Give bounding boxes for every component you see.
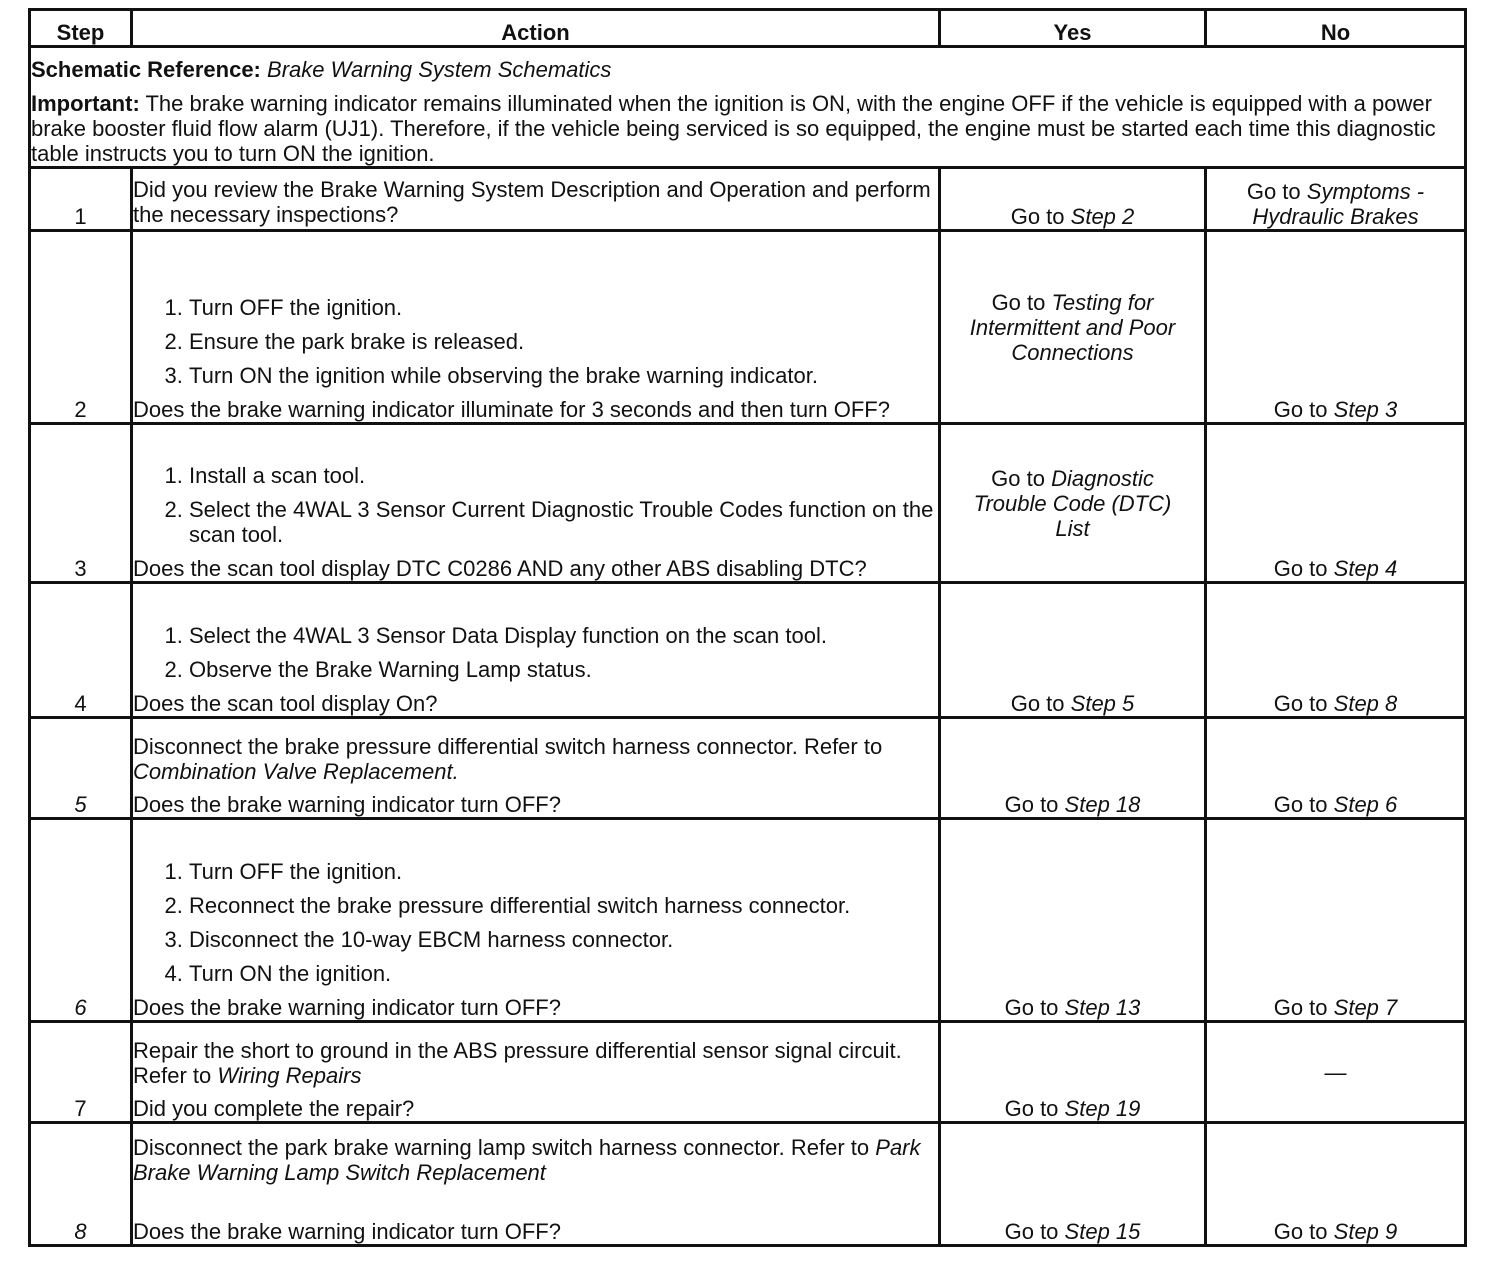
action-step: 1. Select the 4WAL 3 Sensor Data Display function on the scan tool. [189,623,838,648]
table-row [30,1123,1466,1246]
diagnostic-table [28,8,1467,1247]
header-step: Step [30,10,132,47]
yes-prefix: Go to [1004,995,1059,1020]
action-step: 1. Install a scan tool. [189,463,938,488]
question: Does the brake warning indicator turn OFF? [133,995,561,1020]
yes-prefix: Go to [991,465,1045,491]
table-row [30,168,1466,231]
action-cell [132,819,940,1022]
action-instruction: Disconnect the brake pressure differential switch harness connector. Refer to [133,734,883,759]
schematic-reference [31,57,1464,82]
action-text [133,1135,938,1185]
yes-cell[interactable] [940,424,1206,583]
yes-prefix: Go to [1004,792,1059,817]
table-row [30,718,1466,819]
step-number: 8 [30,1123,132,1246]
action-cell [132,718,940,819]
yes-prefix: Go to [1010,204,1065,229]
step-number: 3 [30,424,132,583]
no-link[interactable]: Step 7 [1333,995,1398,1020]
header-action: Action [132,10,940,47]
no-prefix: Go to [1273,1219,1328,1244]
no-link[interactable]: Step 9 [1333,1219,1398,1244]
question: Does the scan tool display On? [133,691,438,716]
intro-row [30,47,1466,168]
no-cell[interactable] [1206,718,1466,819]
important-label: Important: [31,91,140,116]
no-link[interactable]: Symptoms - Hydraulic Brakes [1252,179,1425,229]
header-yes: Yes [940,10,1206,47]
schematic-link[interactable]: Brake Warning System Schematics [267,57,612,82]
question: Does the brake warning indicator turn OFF? [133,792,561,817]
no-link[interactable]: Step 6 [1333,792,1398,817]
action-steps [133,623,938,682]
action-text [133,734,938,784]
no-cell[interactable] [1206,819,1466,1022]
yes-prefix: Go to [991,289,1046,315]
no-cell[interactable] [1206,168,1466,231]
yes-cell[interactable] [940,819,1206,1022]
no-prefix: Go to [1273,691,1328,716]
yes-cell[interactable] [940,1123,1206,1246]
yes-cell[interactable] [940,718,1206,819]
no-link[interactable]: Step 3 [1333,397,1398,422]
no-cell[interactable] [1206,231,1466,424]
yes-cell[interactable] [940,583,1206,718]
yes-link[interactable]: Step 5 [1070,691,1135,716]
action-text [133,1038,938,1088]
table-row [30,424,1466,583]
action-steps [133,859,938,986]
yes-link[interactable]: Testing for Intermittent and Poor Connections [969,289,1176,365]
no-link[interactable]: Step 4 [1333,556,1398,581]
table-row [30,1022,1466,1123]
step-number: 2 [30,231,132,424]
yes-prefix: Go to [1010,691,1065,716]
question: Does the brake warning indicator illuminate for 3 seconds and then turn OFF? [133,397,890,422]
action-step: 3. Turn ON the ignition while observing the brake warning indicator. [189,363,938,388]
yes-link[interactable]: Diagnostic Trouble Code (DTC) List [973,465,1172,541]
yes-prefix: Go to [1004,1096,1059,1121]
yes-cell[interactable] [940,168,1206,231]
action-cell [132,1022,940,1123]
no-prefix: Go to [1273,792,1328,817]
step-number: 1 [30,168,132,231]
yes-cell[interactable] [940,231,1206,424]
action-step: 2. Select the 4WAL 3 Sensor Current Diagnostic Trouble Codes function on the scan tool. [189,497,938,547]
no-cell[interactable] [1206,583,1466,718]
action-step: 1. Turn OFF the ignition. [189,295,938,320]
question: Did you review the Brake Warning System Description and Operation and perform the necessary inspections? [133,177,931,227]
table-row [30,231,1466,424]
schematic-label: Schematic Reference: [31,57,261,82]
action-step: 2. Reconnect the brake pressure differential switch harness connector. [189,893,858,918]
question: Does the scan tool display DTC C0286 AND any other ABS disabling DTC? [133,556,867,581]
step-number: 6 [30,819,132,1022]
action-instruction: Repair the short to ground in the ABS pressure differential sensor signal circuit. Refer to [133,1038,902,1088]
no-prefix: Go to [1273,995,1328,1020]
yes-link[interactable]: Step 2 [1070,204,1135,229]
action-step: 4. Turn ON the ignition. [189,961,858,986]
action-step: 3. Disconnect the 10-way EBCM harness connector. [189,927,858,952]
no-cell[interactable] [1206,1123,1466,1246]
reference-link[interactable]: Combination Valve Replacement. [133,759,459,784]
intro-cell [30,47,1466,168]
action-cell [132,1123,940,1246]
header-no: No [1206,10,1466,47]
important-text: The brake warning indicator remains illuminated when the ignition is ON, with the engine OFF if the vehicle is equipped with a power brake booster fluid flow alarm (UJ1). Therefore, if the vehicle being serviced is so equipped, the engine must be started each time this diagnostic table instructs you to turn ON the ignition. [31,91,1436,166]
table-row [30,583,1466,718]
yes-cell[interactable] [940,1022,1206,1123]
action-instruction: Disconnect the park brake warning lamp switch harness connector. Refer to [133,1135,870,1160]
yes-prefix: Go to [1004,1219,1059,1244]
question: Did you complete the repair? [133,1096,415,1121]
step-number: 7 [30,1022,132,1123]
yes-link[interactable]: Step 15 [1064,1219,1141,1244]
no-prefix: Go to [1273,556,1328,581]
reference-link[interactable]: Park Brake Warning Lamp Switch Replacement [133,1135,921,1185]
no-cell[interactable] [1206,424,1466,583]
header-row [30,10,1466,47]
action-cell [132,583,940,718]
action-cell [132,424,940,583]
yes-link[interactable]: Step 13 [1064,995,1141,1020]
no-prefix: Go to [1273,397,1328,422]
action-steps [133,463,938,547]
action-cell [132,231,940,424]
no-cell: — [1206,1022,1466,1123]
question: Does the brake warning indicator turn OFF? [133,1219,561,1244]
yes-link[interactable]: Step 19 [1064,1096,1141,1121]
step-number: 5 [30,718,132,819]
step-number: 4 [30,583,132,718]
no-prefix: Go to [1246,179,1301,204]
yes-link[interactable]: Step 18 [1064,792,1141,817]
table-row [30,819,1466,1022]
action-step: 2. Observe the Brake Warning Lamp status. [189,657,838,682]
reference-link[interactable]: Wiring Repairs [217,1063,362,1088]
no-link[interactable]: Step 8 [1333,691,1398,716]
action-step: 1. Turn OFF the ignition. [189,859,858,884]
important-note [31,91,1464,166]
action-steps [133,295,938,388]
action-cell [132,168,940,231]
action-step: 2. Ensure the park brake is released. [189,329,938,354]
